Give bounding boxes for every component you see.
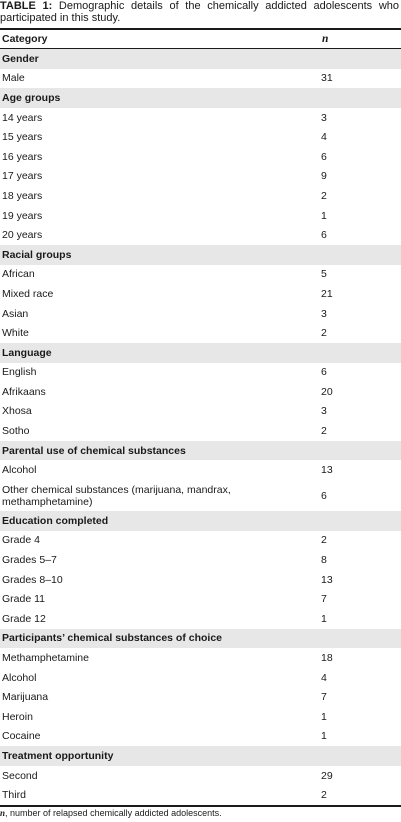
row-label: Third <box>2 789 26 802</box>
row-value: 4 <box>321 131 327 144</box>
row-label: Alcohol <box>2 671 37 684</box>
row-label: Grade 4 <box>2 534 40 547</box>
row-value: 2 <box>321 425 327 438</box>
table-row <box>0 108 401 128</box>
table-row <box>0 687 401 707</box>
group-header-row <box>0 49 401 69</box>
demographics-table-wrapper <box>0 28 401 807</box>
row-label: Second <box>2 769 38 782</box>
row-label: 16 years <box>2 150 43 163</box>
group-title-spacer <box>320 746 401 766</box>
row-label: Heroin <box>2 710 33 723</box>
table-row <box>0 648 401 668</box>
table-row <box>0 363 401 383</box>
row-label: Marijuana <box>2 691 49 704</box>
row-label: Mixed race <box>2 287 54 300</box>
group-title: Education completed <box>0 511 320 531</box>
demographics-table <box>0 28 401 807</box>
table-row <box>0 382 401 402</box>
group-header-row <box>0 629 401 649</box>
group-title-spacer <box>320 441 401 461</box>
row-value: 1 <box>321 612 327 625</box>
row-label: 14 years <box>2 111 43 124</box>
group-header-row <box>0 511 401 531</box>
row-label: Methamphetamine <box>2 652 89 665</box>
table-body <box>0 49 401 806</box>
column-header-n: n <box>322 33 329 45</box>
row-label: 17 years <box>2 170 43 183</box>
group-title: Participants’ chemical substances of choice <box>0 629 320 649</box>
table-row <box>0 785 401 806</box>
row-value: 13 <box>321 464 333 477</box>
row-label: Xhosa <box>2 405 32 418</box>
row-label: Asian <box>2 307 29 320</box>
row-value: 3 <box>321 307 327 320</box>
row-label: 18 years <box>2 189 43 202</box>
row-value: 21 <box>321 287 333 300</box>
table-row <box>0 323 401 343</box>
column-header-category: Category <box>2 33 48 45</box>
row-value: 29 <box>321 769 333 782</box>
row-value: 18 <box>321 652 333 665</box>
table-row <box>0 727 401 747</box>
row-value: 31 <box>321 72 333 85</box>
table-row <box>0 147 401 167</box>
row-value: 1 <box>321 710 327 723</box>
table-row <box>0 304 401 324</box>
group-title-spacer <box>320 511 401 531</box>
table-row <box>0 609 401 629</box>
row-value: 2 <box>321 327 327 340</box>
group-title-spacer <box>320 88 401 108</box>
table-row <box>0 480 401 511</box>
row-value: 7 <box>321 593 327 606</box>
group-title-spacer <box>320 629 401 649</box>
row-value: 13 <box>321 573 333 586</box>
row-value: 4 <box>321 671 327 684</box>
table-row <box>0 402 401 422</box>
row-label: Grade 12 <box>2 612 46 625</box>
row-value: 1 <box>321 730 327 743</box>
group-title: Parental use of chemical substances <box>0 441 320 461</box>
group-header-row <box>0 343 401 363</box>
table-row <box>0 186 401 206</box>
table-row <box>0 460 401 480</box>
row-label: Male <box>2 72 25 85</box>
row-value: 8 <box>321 554 327 567</box>
group-title: Gender <box>0 49 320 69</box>
table-row <box>0 206 401 226</box>
table-header-row <box>0 29 401 49</box>
group-header-row <box>0 245 401 265</box>
row-label: Sotho <box>2 425 30 438</box>
group-header-row <box>0 441 401 461</box>
table-row <box>0 570 401 590</box>
table-row <box>0 766 401 786</box>
row-label: 15 years <box>2 131 43 144</box>
table-row <box>0 421 401 441</box>
table-caption-text: Demographic details of the chemically addicted adolescents who participated in this study. <box>0 0 399 24</box>
group-title: Racial groups <box>0 245 320 265</box>
row-value: 5 <box>321 268 327 281</box>
table-row <box>0 668 401 688</box>
group-title: Treatment opportunity <box>0 746 320 766</box>
row-value: 2 <box>321 534 327 547</box>
group-header-row <box>0 746 401 766</box>
row-value: 7 <box>321 691 327 704</box>
footnote-symbol: n <box>0 808 6 818</box>
table-row <box>0 589 401 609</box>
table-row <box>0 531 401 551</box>
row-value: 2 <box>321 789 327 802</box>
table-row <box>0 225 401 245</box>
table-caption-label: TABLE 1: <box>0 0 53 12</box>
row-value: 20 <box>321 385 333 398</box>
row-label: 19 years <box>2 209 43 222</box>
group-title-spacer <box>320 245 401 265</box>
table-row <box>0 550 401 570</box>
row-value: 3 <box>321 405 327 418</box>
table-footnote <box>0 808 222 819</box>
group-title-spacer <box>320 343 401 363</box>
row-label: 20 years <box>2 229 43 242</box>
row-label: Other chemical substances (marijuana, mandrax, methamphetamine) <box>2 483 231 508</box>
row-label: Grades 5–7 <box>2 554 57 567</box>
row-value: 2 <box>321 189 327 202</box>
group-title: Age groups <box>0 88 320 108</box>
row-value: 9 <box>321 170 327 183</box>
row-label: African <box>2 268 35 281</box>
row-value: 6 <box>321 366 327 379</box>
row-value: 1 <box>321 209 327 222</box>
row-label: Alcohol <box>2 464 37 477</box>
table-row <box>0 69 401 89</box>
row-label: English <box>2 366 37 379</box>
row-label: Grades 8–10 <box>2 573 63 586</box>
row-label: Cocaine <box>2 730 41 743</box>
row-value: 6 <box>321 150 327 163</box>
table-row <box>0 284 401 304</box>
footnote-text: , number of relapsed chemically addicted adolescents. <box>5 808 222 818</box>
group-title-spacer <box>320 49 401 69</box>
row-value: 6 <box>321 489 327 502</box>
group-title: Language <box>0 343 320 363</box>
row-value: 6 <box>321 229 327 242</box>
table-row <box>0 167 401 187</box>
group-header-row <box>0 88 401 108</box>
table-row <box>0 707 401 727</box>
table-row <box>0 265 401 285</box>
row-label: Afrikaans <box>2 385 46 398</box>
row-value: 3 <box>321 111 327 124</box>
row-label: White <box>2 327 29 340</box>
table-caption <box>0 0 399 24</box>
table-row <box>0 127 401 147</box>
row-label: Grade 11 <box>2 593 45 606</box>
